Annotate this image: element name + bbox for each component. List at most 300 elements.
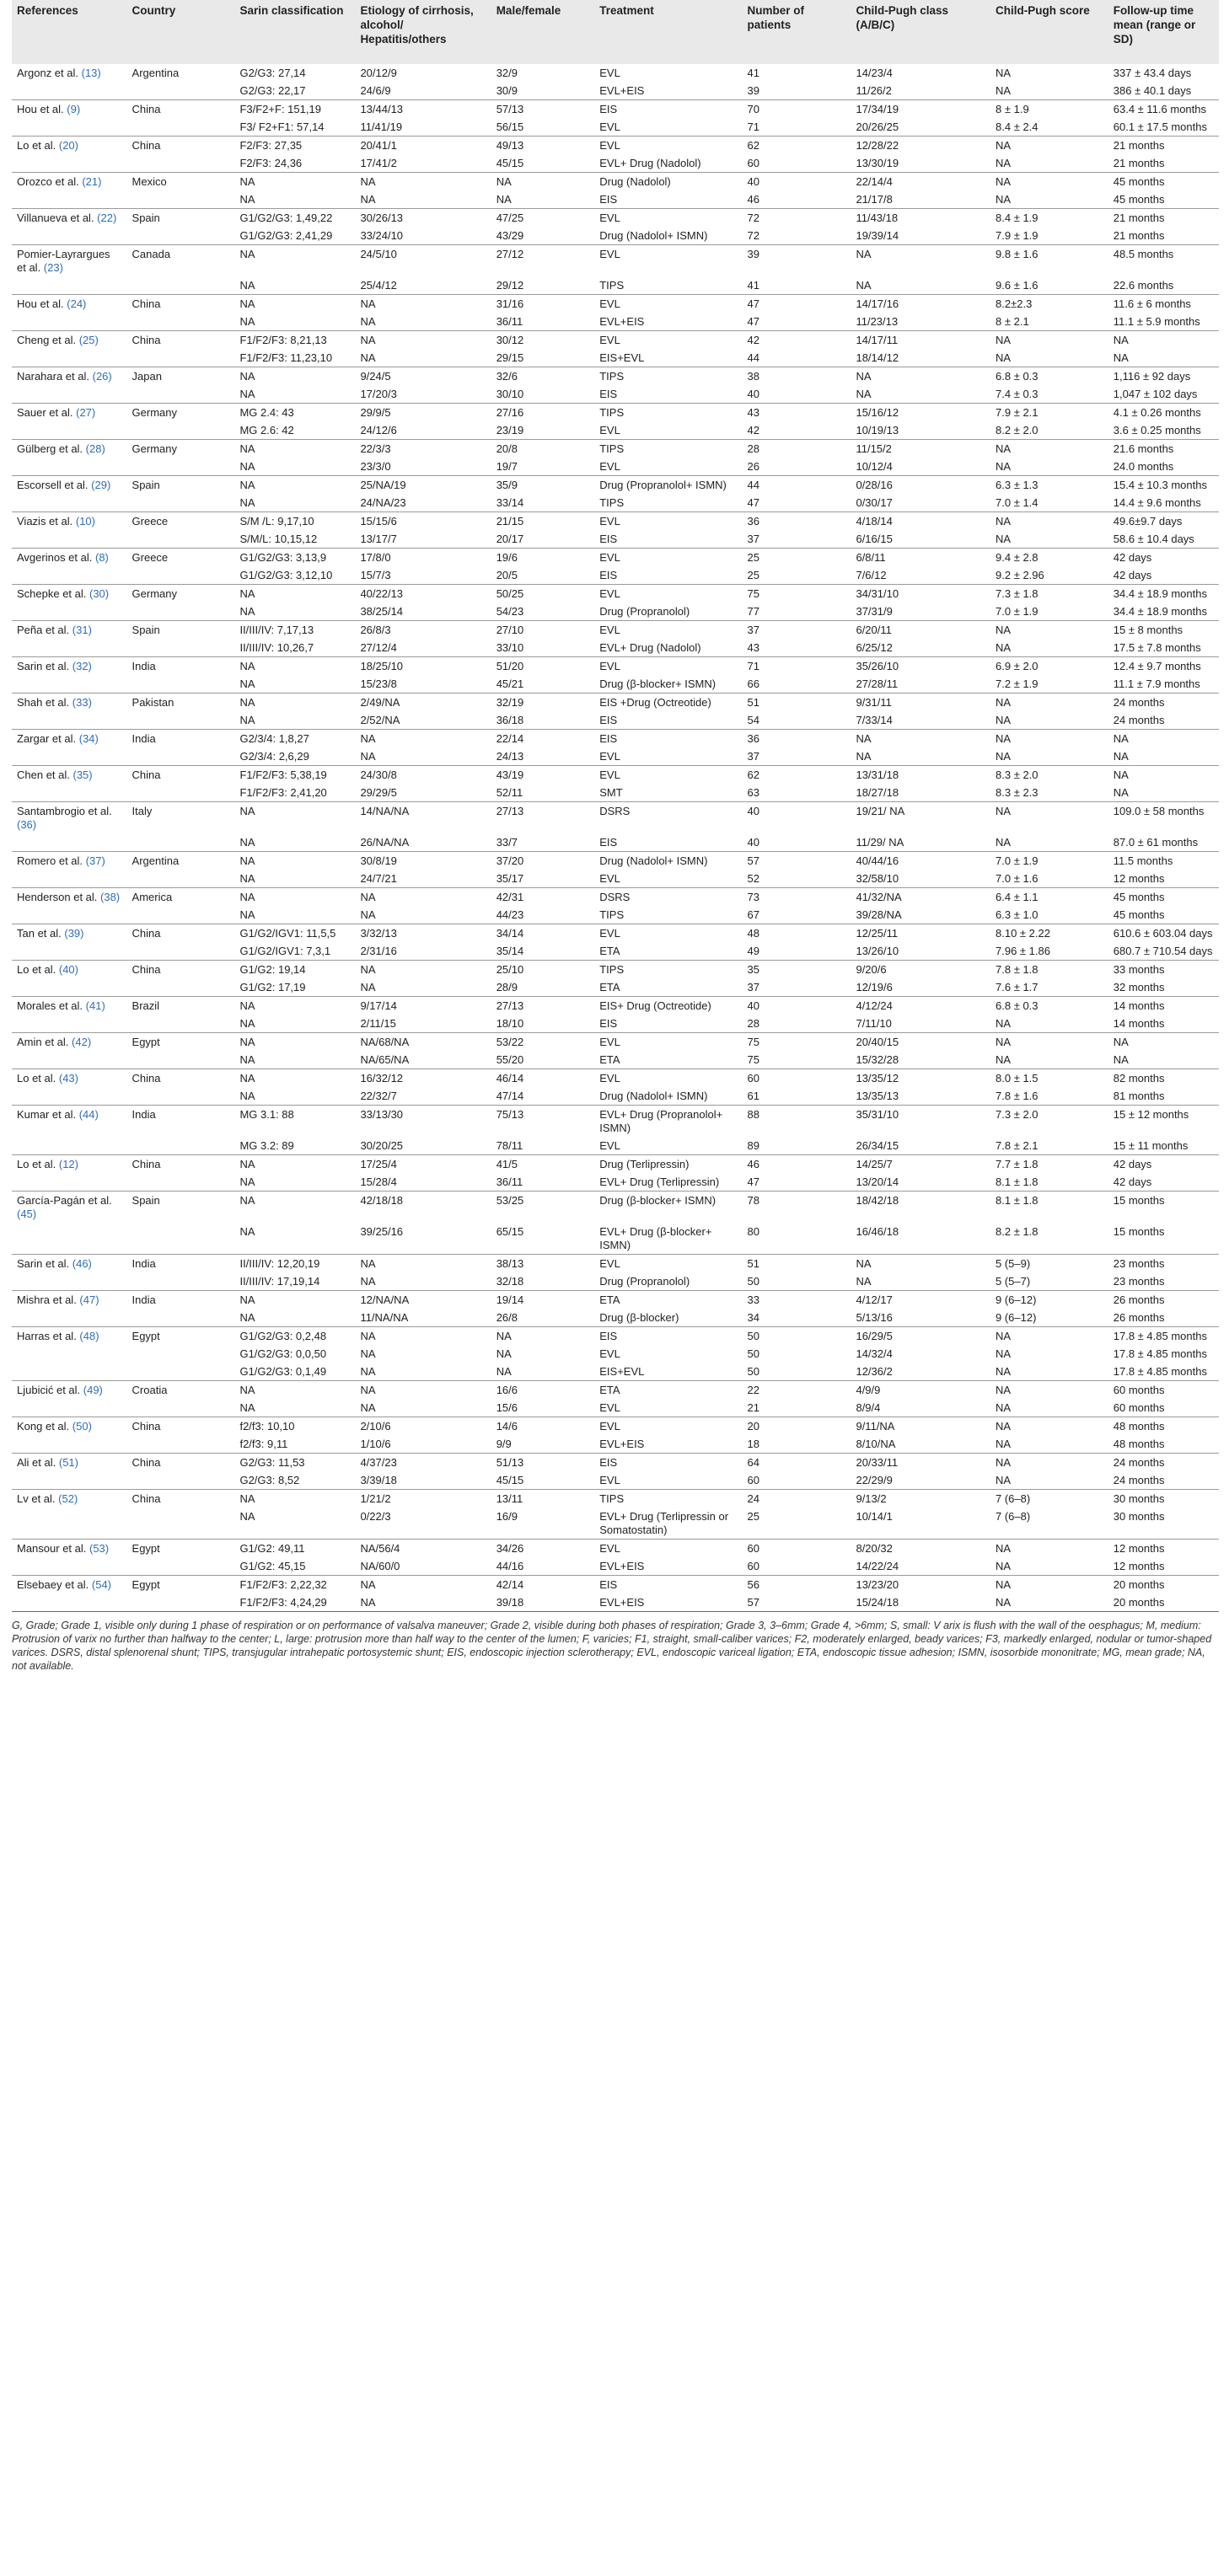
sex-cell: 34/14 xyxy=(491,924,595,943)
cp-score-cell: 7.8 ± 2.1 xyxy=(996,1139,1038,1152)
sex-cell: 31/16 xyxy=(491,295,595,313)
patients-cell: 60 xyxy=(747,157,759,169)
table-row xyxy=(12,675,1219,694)
reference-name: Sarin et al. xyxy=(17,1257,72,1270)
patients-cell: 46 xyxy=(742,1155,851,1174)
treatment-cell: EVL xyxy=(594,924,742,943)
sarin-cell: G1/G2/G3: 3,12,10 xyxy=(239,569,333,581)
treatment-cell: Drug (Terlipressin) xyxy=(594,1155,742,1174)
reference-cell xyxy=(12,190,127,209)
followup-cell: 60 months xyxy=(1113,1401,1165,1414)
citation-link[interactable]: (43) xyxy=(58,1072,78,1084)
patients-cell: 42 xyxy=(742,331,851,350)
citation-link[interactable]: (13) xyxy=(81,67,101,79)
reference-cell xyxy=(12,711,127,730)
etiology-cell: NA xyxy=(360,1275,376,1288)
citation-link[interactable]: (53) xyxy=(89,1542,110,1555)
reference-cell xyxy=(12,833,127,852)
citation-link[interactable]: (33) xyxy=(72,696,92,709)
patients-cell: 39 xyxy=(747,84,759,97)
table-row xyxy=(12,711,1219,730)
treatment-cell: EVL+EIS xyxy=(599,315,645,328)
col-header-followup: Follow-up time mean (range or SD) xyxy=(1108,0,1219,64)
cp-score-cell: NA xyxy=(996,1017,1012,1030)
table-row xyxy=(12,64,1219,82)
patients-cell: 28 xyxy=(742,440,851,458)
treatment-cell: EVL xyxy=(594,1540,742,1558)
followup-cell: 49.6±9.7 days xyxy=(1108,512,1219,531)
cp-class-cell: 7/33/14 xyxy=(856,714,893,726)
cp-score-cell: 7 (6–8) xyxy=(996,1510,1031,1523)
followup-cell: 26 months xyxy=(1113,1311,1165,1324)
country-cell: China xyxy=(127,1069,235,1088)
citation-link[interactable]: (48) xyxy=(79,1330,99,1342)
treatment-cell: EVL xyxy=(594,295,742,313)
reference-name: Chen et al. xyxy=(17,769,73,781)
citation-link[interactable]: (46) xyxy=(72,1257,92,1270)
etiology-cell: 27/12/4 xyxy=(360,641,397,654)
cp-score-cell: NA xyxy=(990,1327,1108,1346)
reference-cell xyxy=(12,802,127,834)
country-cell: Germany xyxy=(127,404,235,422)
cp-score-cell: NA xyxy=(990,1381,1108,1400)
reference-cell xyxy=(12,1471,127,1490)
patients-cell: 71 xyxy=(747,120,759,133)
sex-cell: 75/13 xyxy=(491,1106,595,1138)
sarin-cell: NA xyxy=(239,279,255,292)
cp-class-cell: 20/40/15 xyxy=(851,1033,990,1052)
reference-cell xyxy=(12,747,127,766)
cp-class-cell: 18/42/18 xyxy=(851,1192,990,1224)
cp-class-cell: 14/25/7 xyxy=(851,1155,990,1174)
patients-cell: 40 xyxy=(742,997,851,1015)
reference-cell xyxy=(12,1363,127,1381)
table-row xyxy=(12,385,1219,404)
country-cell: China xyxy=(127,331,235,350)
reference-cell xyxy=(12,404,127,422)
country-cell xyxy=(127,385,235,404)
country-cell: Egypt xyxy=(127,1033,235,1052)
cp-score-cell: 7.0 ± 1.6 xyxy=(996,872,1038,885)
sarin-cell: NA xyxy=(239,1176,255,1188)
treatment-cell: EIS xyxy=(599,533,618,545)
sex-cell: 24/13 xyxy=(496,750,524,763)
reference-name: Cheng et al. xyxy=(17,334,79,346)
citation-link[interactable]: (12) xyxy=(58,1158,78,1170)
etiology-cell: 16/32/12 xyxy=(355,1069,491,1088)
patients-cell: 25 xyxy=(747,1510,759,1523)
table-row xyxy=(12,602,1219,621)
treatment-cell: EVL xyxy=(594,549,742,567)
reference-cell xyxy=(12,1417,127,1436)
citation-link[interactable]: (27) xyxy=(76,406,96,419)
etiology-cell: 2/10/6 xyxy=(355,1417,491,1436)
citation-link[interactable]: (29) xyxy=(91,479,111,491)
followup-cell: 12 months xyxy=(1113,872,1165,885)
patients-cell: 37 xyxy=(742,621,851,640)
cp-class-cell: NA xyxy=(851,1255,990,1273)
sarin-cell: f2/f3: 10,10 xyxy=(234,1417,355,1436)
cp-class-cell: 26/34/15 xyxy=(856,1139,899,1152)
followup-cell: 20 months xyxy=(1108,1593,1219,1612)
etiology-cell: 3/32/13 xyxy=(355,924,491,943)
followup-cell: NA xyxy=(1113,351,1129,364)
citation-link[interactable]: (20) xyxy=(58,139,78,152)
sex-cell: 55/20 xyxy=(496,1053,524,1066)
patients-cell: 42 xyxy=(747,424,759,436)
followup-cell: 48.5 months xyxy=(1108,245,1219,277)
treatment-cell: EVL xyxy=(599,1401,620,1414)
etiology-cell: 17/20/3 xyxy=(360,388,397,400)
citation-link[interactable]: (25) xyxy=(78,334,99,346)
country-cell: China xyxy=(127,1490,235,1508)
etiology-cell: NA xyxy=(355,1381,491,1400)
table-row xyxy=(12,118,1219,137)
sex-cell: 27/12 xyxy=(491,245,595,277)
patients-cell: 21 xyxy=(747,1401,759,1414)
citation-link[interactable]: (52) xyxy=(58,1492,78,1505)
sarin-cell: NA xyxy=(234,1490,355,1508)
etiology-cell: 29/9/5 xyxy=(355,404,491,422)
etiology-cell: NA xyxy=(355,1576,491,1594)
etiology-cell: 2/11/15 xyxy=(360,1017,396,1030)
followup-cell: 21 months xyxy=(1113,157,1165,169)
reference-name: Pomier-Layrargues et al. xyxy=(17,248,110,274)
sex-cell: 42/31 xyxy=(491,888,595,907)
sex-cell: 27/10 xyxy=(491,621,595,640)
followup-cell: 30 months xyxy=(1113,1510,1165,1523)
etiology-cell: 26/NA/NA xyxy=(360,836,410,849)
etiology-cell: 30/26/13 xyxy=(355,209,491,228)
reference-cell xyxy=(12,549,127,567)
citation-link[interactable]: (30) xyxy=(89,587,110,600)
cp-score-cell: NA xyxy=(990,1576,1108,1594)
citation-link[interactable]: (38) xyxy=(100,891,121,903)
patients-cell: 78 xyxy=(742,1192,851,1224)
sex-cell: 51/20 xyxy=(491,657,595,676)
table-row xyxy=(12,1087,1219,1106)
sarin-cell: F1/F2/F3: 5,38,19 xyxy=(234,766,355,785)
treatment-cell: Drug (Propranolol) xyxy=(599,1275,690,1288)
reference-cell xyxy=(12,1223,127,1255)
sarin-cell: F1/F2/F3: 2,41,20 xyxy=(239,786,327,799)
cp-score-cell: NA xyxy=(996,1365,1012,1378)
cp-score-cell: NA xyxy=(990,173,1108,191)
cp-class-cell: 13/20/14 xyxy=(856,1176,899,1188)
followup-cell: 45 months xyxy=(1113,908,1165,921)
patients-cell: 88 xyxy=(742,1106,851,1138)
sex-cell: 32/9 xyxy=(496,67,518,79)
etiology-cell: 1/21/2 xyxy=(355,1490,491,1508)
treatment-cell: Drug (Nadolol+ ISMN) xyxy=(599,229,708,242)
followup-cell: NA xyxy=(1108,730,1219,748)
reference-cell xyxy=(12,118,127,137)
sex-cell: 41/5 xyxy=(491,1155,595,1174)
cp-class-cell: NA xyxy=(856,1275,872,1288)
reference-cell xyxy=(12,494,127,512)
etiology-cell: 25/NA/19 xyxy=(355,476,491,495)
etiology-cell: 24/NA/23 xyxy=(360,496,406,509)
reference-name: Santambrogio et al. xyxy=(17,805,112,817)
sex-cell: NA xyxy=(496,1347,512,1360)
reference-cell xyxy=(12,675,127,694)
treatment-cell: EVL xyxy=(594,1417,742,1436)
country-cell: India xyxy=(127,657,235,676)
cp-score-cell: 7.3 ± 1.8 xyxy=(990,585,1108,603)
reference-cell xyxy=(12,852,127,870)
citation-link[interactable]: (23) xyxy=(43,261,63,274)
reference-cell xyxy=(12,1593,127,1612)
country-cell: America xyxy=(127,888,235,907)
sarin-cell: NA xyxy=(239,193,255,206)
table-row xyxy=(12,585,1219,603)
followup-cell: 42 days xyxy=(1113,569,1152,581)
followup-cell: 610.6 ± 603.04 days xyxy=(1108,924,1219,943)
cp-class-cell: 8/10/NA xyxy=(856,1438,896,1450)
table-row xyxy=(12,1381,1219,1400)
citation-link[interactable]: (22) xyxy=(97,212,117,224)
citation-link[interactable]: (37) xyxy=(85,854,105,867)
followup-cell: 63.4 ± 11.6 months xyxy=(1108,100,1219,119)
etiology-cell: 23/3/0 xyxy=(360,460,391,473)
citation-link[interactable]: (45) xyxy=(17,1208,37,1220)
citation-link[interactable]: (31) xyxy=(72,624,92,636)
citation-link[interactable]: (50) xyxy=(72,1420,92,1433)
cp-score-cell: 7.3 ± 2.0 xyxy=(990,1106,1108,1138)
citation-link[interactable]: (39) xyxy=(64,927,84,940)
treatment-cell: EVL xyxy=(599,750,620,763)
sex-cell: 30/10 xyxy=(496,388,524,400)
citation-link[interactable]: (24) xyxy=(67,297,87,310)
sex-cell: 18/10 xyxy=(496,1017,524,1030)
patients-cell: 56 xyxy=(742,1576,851,1594)
followup-cell: 15 months xyxy=(1108,1192,1219,1224)
reference-name: Ljubicić et al. xyxy=(17,1384,83,1396)
treatment-cell: EVL xyxy=(599,1347,620,1360)
citation-link[interactable]: (44) xyxy=(78,1108,99,1121)
col-header-patients: Number of patients xyxy=(742,0,851,64)
col-header-sarin: Sarin classification xyxy=(234,0,355,64)
citation-link[interactable]: (28) xyxy=(85,442,105,455)
cp-score-cell: NA xyxy=(990,1417,1108,1436)
etiology-cell: 25/4/12 xyxy=(360,279,397,292)
cp-class-cell: 16/29/5 xyxy=(851,1327,990,1346)
sarin-cell: NA xyxy=(239,460,255,473)
country-cell: China xyxy=(127,1155,235,1174)
treatment-cell: EIS xyxy=(594,100,742,119)
followup-cell: 87.0 ± 61 months xyxy=(1113,836,1199,849)
country-cell xyxy=(127,711,235,730)
patients-cell: 50 xyxy=(742,1327,851,1346)
reference-name: Sauer et al. xyxy=(17,406,77,419)
citation-link[interactable]: (54) xyxy=(91,1578,112,1591)
cp-score-cell: 7.6 ± 1.7 xyxy=(996,981,1038,993)
patients-cell: 49 xyxy=(747,945,759,957)
sex-cell: 53/22 xyxy=(491,1033,595,1052)
sex-cell: 54/23 xyxy=(496,605,524,618)
treatment-cell: EVL xyxy=(599,67,620,79)
reference-cell xyxy=(12,349,127,367)
citation-link[interactable]: (36) xyxy=(17,818,37,831)
sex-cell: 27/16 xyxy=(491,404,595,422)
etiology-cell: 30/8/19 xyxy=(355,852,491,870)
cp-class-cell: 9/11/NA xyxy=(851,1417,990,1436)
reference-cell xyxy=(12,657,127,676)
patients-cell: 54 xyxy=(747,714,759,726)
citation-link[interactable]: (9) xyxy=(67,103,81,115)
patients-cell: 43 xyxy=(747,641,759,654)
table-row xyxy=(12,1593,1219,1612)
reference-cell xyxy=(12,1557,127,1576)
citation-link[interactable]: (40) xyxy=(58,963,78,976)
reference-cell xyxy=(12,730,127,748)
reference-cell xyxy=(12,870,127,888)
country-cell: Brazil xyxy=(127,997,235,1015)
country-cell: Germany xyxy=(127,585,235,603)
sarin-cell: G2/G3: 8,52 xyxy=(239,1474,300,1486)
sex-cell: 14/6 xyxy=(491,1417,595,1436)
table-row xyxy=(12,852,1219,870)
sarin-cell: NA xyxy=(234,295,355,313)
citation-link[interactable]: (35) xyxy=(72,769,93,781)
patients-cell: 64 xyxy=(742,1454,851,1472)
cp-class-cell: 5/13/16 xyxy=(856,1311,893,1324)
reference-name: Lo et al. xyxy=(17,1158,59,1170)
patients-cell: 62 xyxy=(742,137,851,155)
sex-cell: 46/14 xyxy=(491,1069,595,1088)
reference-cell xyxy=(12,888,127,907)
table-row xyxy=(12,1137,1219,1155)
citation-link[interactable]: (47) xyxy=(79,1293,99,1306)
sarin-cell: NA xyxy=(234,1155,355,1174)
cp-class-cell: 7/11/10 xyxy=(856,1017,892,1030)
treatment-cell: EIS xyxy=(594,1454,742,1472)
country-cell xyxy=(127,349,235,367)
citation-link[interactable]: (41) xyxy=(85,999,105,1012)
citation-link[interactable]: (42) xyxy=(72,1036,92,1048)
sex-cell: 36/11 xyxy=(496,1176,523,1188)
citation-link[interactable]: (21) xyxy=(82,175,102,188)
patients-cell: 36 xyxy=(742,730,851,748)
sarin-cell: NA xyxy=(234,367,355,386)
followup-cell: 11.1 ± 7.9 months xyxy=(1113,677,1200,690)
followup-cell: 20 months xyxy=(1108,1576,1219,1594)
citation-link[interactable]: (8) xyxy=(94,551,109,564)
sex-cell: 32/6 xyxy=(491,367,595,386)
treatment-cell: EIS xyxy=(599,388,618,400)
reference-cell xyxy=(12,1508,127,1540)
citation-link[interactable]: (32) xyxy=(72,660,92,672)
table-row xyxy=(12,1272,1219,1291)
table-row xyxy=(12,566,1219,585)
sex-cell: 56/15 xyxy=(496,120,524,133)
etiology-cell: NA xyxy=(355,1255,491,1273)
etiology-cell: NA/60/0 xyxy=(360,1560,400,1572)
sarin-cell: NA xyxy=(234,476,355,495)
table-row xyxy=(12,833,1219,852)
table-row xyxy=(12,1051,1219,1069)
treatment-cell: EIS+EVL xyxy=(599,1365,645,1378)
treatment-cell: EIS xyxy=(594,730,742,748)
citation-link[interactable]: (26) xyxy=(92,370,112,383)
followup-cell: 11.1 ± 5.9 months xyxy=(1113,315,1200,328)
reference-cell xyxy=(12,639,127,657)
sex-cell: 23/19 xyxy=(496,424,524,436)
sex-cell: 15/6 xyxy=(496,1401,518,1414)
reference-name: Escorsell et al. xyxy=(17,479,92,491)
patients-cell: 62 xyxy=(742,766,851,785)
country-cell: Mexico xyxy=(127,173,235,191)
citation-link[interactable]: (51) xyxy=(58,1456,78,1469)
reference-cell xyxy=(12,602,127,621)
country-cell: Argentina xyxy=(131,67,180,79)
etiology-cell: 9/17/14 xyxy=(355,997,491,1015)
treatment-cell: ETA xyxy=(594,1291,742,1309)
header-row xyxy=(12,0,1219,64)
sarin-cell: MG 3.1: 88 xyxy=(234,1106,355,1138)
citation-link[interactable]: (10) xyxy=(75,515,95,528)
table-row xyxy=(12,1223,1219,1255)
reference-cell xyxy=(12,1454,127,1472)
cp-score-cell: 8.2 ± 2.0 xyxy=(996,424,1038,436)
etiology-cell: 15/15/6 xyxy=(355,512,491,531)
etiology-cell: NA/68/NA xyxy=(355,1033,491,1052)
sex-cell: 29/12 xyxy=(496,279,524,292)
cp-score-cell: 8.3 ± 2.0 xyxy=(990,766,1108,785)
table-row xyxy=(12,227,1219,245)
followup-cell: 24.0 months xyxy=(1113,460,1174,473)
sarin-cell: F1/F2/F3: 4,24,29 xyxy=(234,1593,355,1612)
sarin-cell: F1/F2/F3: 8,21,13 xyxy=(234,331,355,350)
sarin-cell: G2/3/4: 1,8,27 xyxy=(234,730,355,748)
followup-cell: 21 months xyxy=(1108,137,1219,155)
col-header-references: References xyxy=(12,0,127,64)
sex-cell: 39/18 xyxy=(491,1593,595,1612)
patients-cell: 47 xyxy=(747,1176,759,1188)
country-cell: Italy xyxy=(127,802,235,834)
followup-cell: 24 months xyxy=(1113,1474,1165,1486)
followup-cell: 11.6 ± 6 months xyxy=(1108,295,1219,313)
sarin-cell: NA xyxy=(239,496,255,509)
sarin-cell: NA xyxy=(234,173,355,191)
treatment-cell: Drug (Propranolol+ ISMN) xyxy=(594,476,742,495)
followup-cell: 11.5 months xyxy=(1108,852,1219,870)
table-row xyxy=(12,1363,1219,1381)
country-cell xyxy=(127,1173,235,1192)
etiology-cell: 24/12/6 xyxy=(360,424,397,436)
reference-name: Hou et al. xyxy=(17,297,67,310)
country-cell: India xyxy=(127,1106,235,1138)
cp-class-cell: 19/39/14 xyxy=(856,229,899,242)
cp-score-cell: NA xyxy=(996,84,1012,97)
followup-cell: 42 days xyxy=(1113,1176,1152,1188)
treatment-cell: EVL xyxy=(594,657,742,676)
cp-class-cell: 41/32/NA xyxy=(851,888,990,907)
citation-link[interactable]: (34) xyxy=(78,732,99,745)
citation-link[interactable]: (49) xyxy=(83,1384,103,1396)
patients-cell: 47 xyxy=(747,315,759,328)
followup-cell: NA xyxy=(1108,331,1219,350)
table-row xyxy=(12,1291,1219,1309)
reference-name: Henderson et al. xyxy=(17,891,101,903)
sarin-cell: MG 3.2: 89 xyxy=(239,1139,294,1152)
cp-class-cell: NA xyxy=(851,730,990,748)
reference-name: Amin et al. xyxy=(17,1036,72,1048)
reference-cell xyxy=(12,1327,127,1346)
sex-cell: NA xyxy=(491,1327,595,1346)
reference-cell xyxy=(12,1069,127,1088)
etiology-cell: NA xyxy=(355,1327,491,1346)
